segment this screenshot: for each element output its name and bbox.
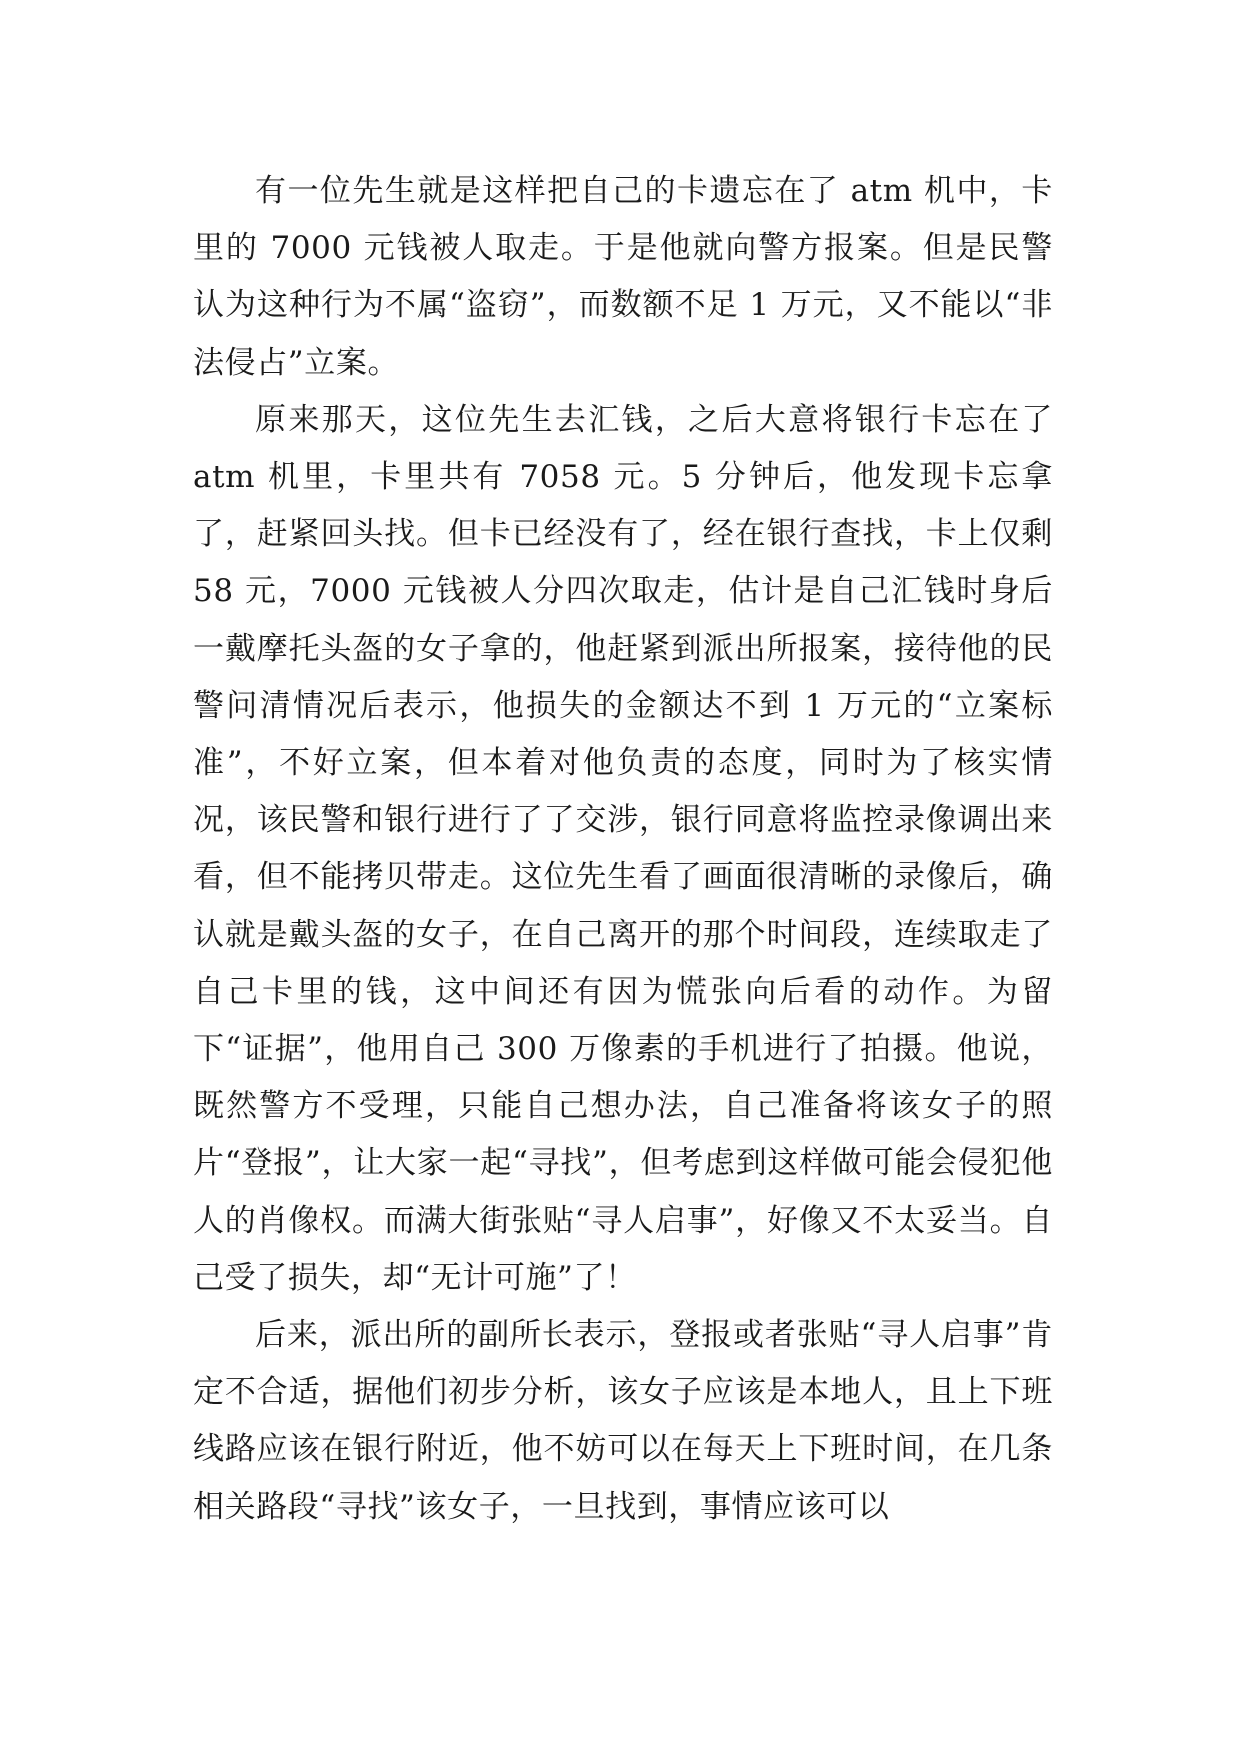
paragraph-2: 原来那天，这位先生去汇钱，之后大意将银行卡忘在了 atm 机里，卡里共有 7058 元。5 分钟后，他发现卡忘拿了，赶紧回头找。但卡已经没有了，经在银行查找，卡上仅剩 58 元，7000 元钱被人分四次取走，估计是自己汇钱时身后一戴摩托头盔的女子拿的，他赶紧到派出所报案，接待他的民警问清情况后表示，他损失的金额达不到 1 万元的“立案标准”，不好立案，但本着对他负责的态度，同时为了核实情况，该民警和银行进行了了交涉，银行同意将监控录像调出来看，但不能拷贝带走。这位先生看了画面很清晰的录像后，确认就是戴头盔的女子，在自己离开的那个时间段，连续取走了自己卡里的钱，这中间还有因为慌张向后看的动作。为留下“证据”，他用自己 300 万像素的手机进行了拍摄。他说，既然警方不受理，只能自己想办法，自己准备将该女子的照片“登报”，让大家一起“寻找”，但考虑到这样做可能会侵犯他人的肖像权。而满大街张贴“寻人启事”，好像又不太妥当。自己受了损失，却“无计可施”了！ bbox=[193, 401, 1053, 1296]
paragraph-1: 有一位先生就是这样把自己的卡遗忘在了 atm 机中，卡里的 7000 元钱被人取走。于是他就向警方报案。但是民警认为这种行为不属“盗窃”，而数额不足 1 万元，又不能以“非法侵占”立案。 bbox=[193, 173, 1053, 381]
paragraph-3: 后来，派出所的副所长表示，登报或者张贴“寻人启事”肯定不合适，据他们初步分析，该女子应该是本地人，且上下班线路应该在银行附近，他不妨可以在每天上下班时间，在几条相关路段“寻找”该女子，一旦找到，事情应该可以 bbox=[193, 1317, 1053, 1525]
document-body bbox=[193, 163, 1053, 1536]
